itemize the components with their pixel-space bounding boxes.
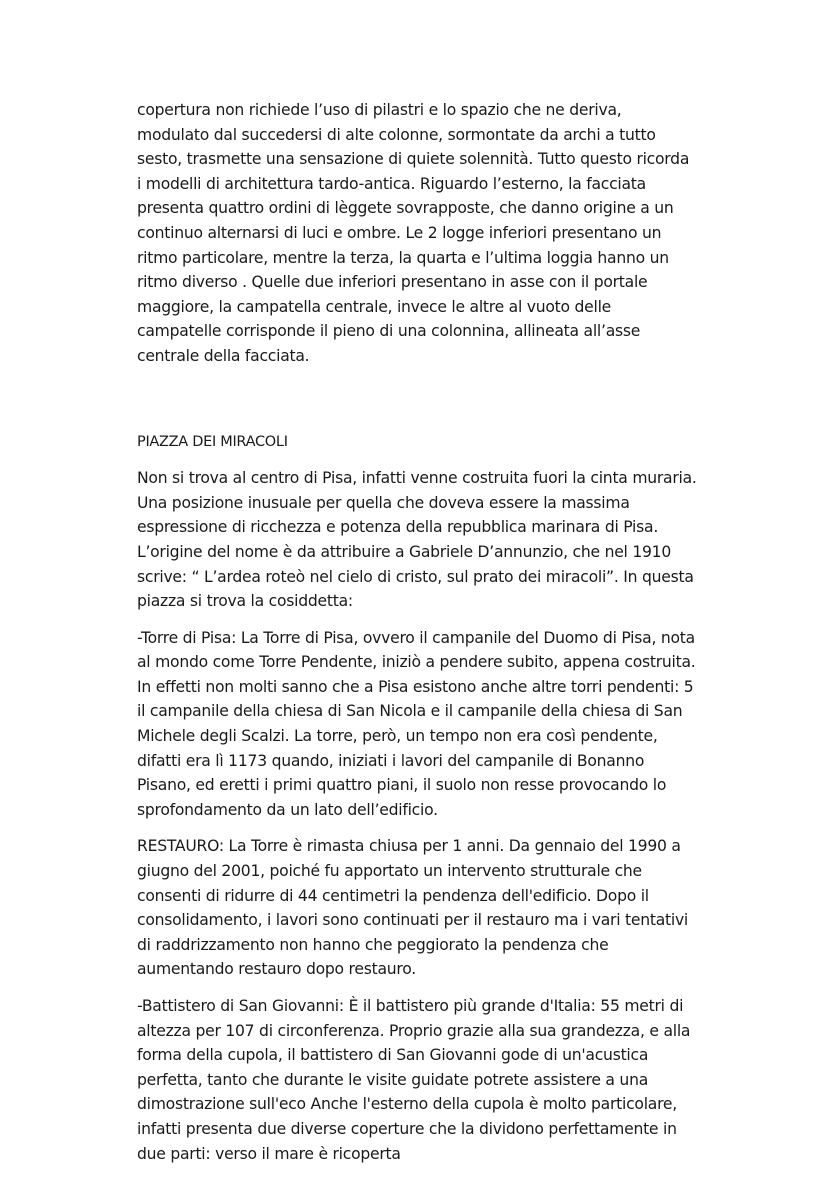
paragraph-restauro: RESTAURO: La Torre è rimasta chiusa per 1 anni. Da gennaio del 1990 a giugno del 2001, poiché fu apportato un intervento strutturale che consenti di ridurre di 44 centimetri la pendenza dell'edificio. Dopo il consolidamento, i lavori sono continuati per il restauro ma i vari tentativi di raddrizzamento non hanno che peggiorato la pendenza che aumentando restauro dopo restauro. [137,837,689,979]
document-page [137,98,697,1178]
paragraph-battistero: -Battistero di San Giovanni: È il battistero più grande d'Italia: 55 metri di altezza per 107 di circonferenza. Proprio grazie alla sua grandezza, e alla forma della cupola, il battistero di San Giovanni gode di un'acustica perfetta, tanto che durante le visite guidate potrete assistere a una dimostrazione sull'eco Anche l'esterno della cupola è molto particolare, infatti presenta due diverse coperture che la dividono perfettamente in due parti: verso il mare è ricoperta [137,997,691,1163]
paragraph-torre-di-pisa: -Torre di Pisa: La Torre di Pisa, ovvero il campanile del Duomo di Pisa, nota al mondo come Torre Pendente, iniziò a pendere subito, appena costruita. In effetti non molti sanno che a Pisa esistono anche altre torri pendenti: 5 il campanile della chiesa di San Nicola e il campanile della chiesa di San Michele degli Scalzi. La torre, però, un tempo non era così pendente, difatti era lì 1173 quando, iniziati i lavori del campanile di Bonanno Pisano, ed eretti i primi quattro piani, il suolo non resse provocando lo sprofondamento da un lato dell’edificio. [137,628,696,819]
paragraph-piazza: Non si trova al centro di Pisa, infatti venne costruita fuori la cinta muraria. Una posizione inusuale per quella che doveva essere la massima espressione di ricchezza e potenza della repubblica marinara di Pisa. L’origine del nome è da attribuire a Gabriele D’annunzio, che nel 1910 scrive: “ L’ardea roteò nel cielo di cristo, sul prato dei miracoli”. In questa piazza si trova la cosiddetta: [137,469,697,611]
section-heading: PIAZZA DEI MIRACOLI [137,433,288,450]
intro-paragraph: copertura non richiede l’uso di pilastri e lo spazio che ne deriva, modulato dal succedersi di alte colonne, sormontate da archi a tutto sesto, trasmette una sensazione di quiete solennità. Tutto questo ricorda i modelli di architettura tardo-antica. Riguardo l’esterno, la facciata presenta quattro ordini di lèggete sovrapposte, che danno origine a un continuo alternarsi di luci e ombre. Le 2 logge inferiori presentano un ritmo particolare, mentre la terza, la quarta e l’ultima loggia hanno un ritmo diverso . Quelle due inferiori presentano in asse con il portale maggiore, la campatella centrale, invece le altre al vuoto delle campatelle corrisponde il pieno di una colonnina, allineata all’asse centrale della facciata. [137,101,690,365]
